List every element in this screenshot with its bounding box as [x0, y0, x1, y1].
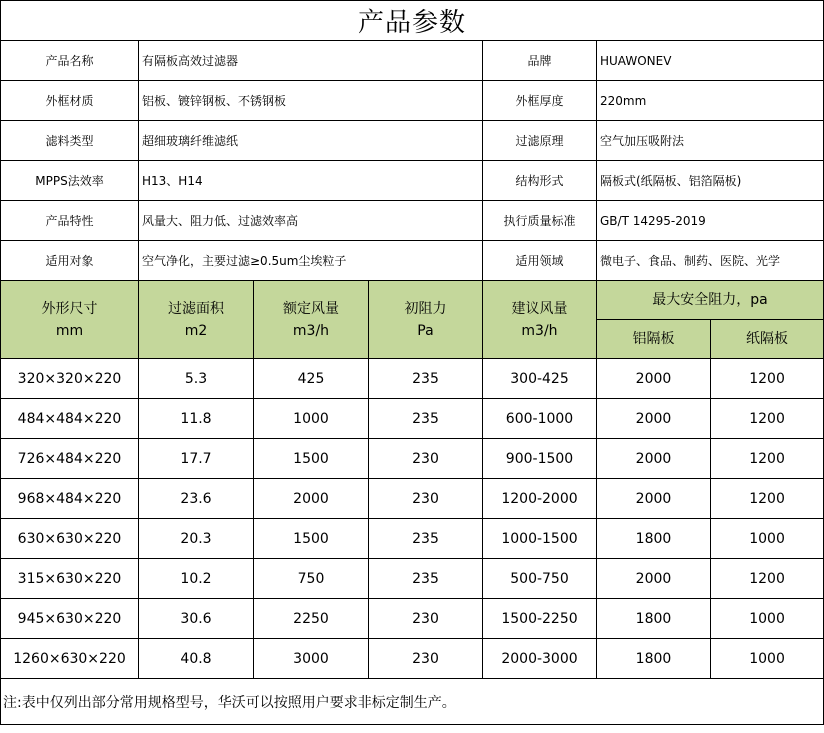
cell-aluminum-max-resistance: 2000 — [597, 439, 711, 479]
table-row — [1, 599, 824, 639]
cell-initial-resistance: 230 — [369, 479, 483, 519]
cell-initial-resistance: 230 — [369, 599, 483, 639]
info-label: 滤料类型 — [1, 121, 139, 161]
cell-aluminum-max-resistance: 1800 — [597, 519, 711, 559]
header-initial-resistance — [369, 281, 483, 359]
spec-header — [1, 281, 824, 359]
cell-paper-max-resistance: 1200 — [711, 439, 824, 479]
cell-initial-resistance: 230 — [369, 639, 483, 679]
cell-rated-airflow: 750 — [254, 559, 369, 599]
info-label: 产品名称 — [1, 41, 139, 81]
info-value: 隔板式(纸隔板、铝箔隔板) — [597, 161, 824, 201]
cell-paper-max-resistance: 1200 — [711, 559, 824, 599]
info-row — [1, 201, 824, 241]
info-value: 空气加压吸附法 — [597, 121, 824, 161]
info-row — [1, 41, 824, 81]
header-initial-resistance-unit: Pa — [417, 322, 434, 339]
info-section — [1, 41, 824, 281]
cell-filter-area: 5.3 — [139, 359, 254, 399]
cell-size: 315×630×220 — [1, 559, 139, 599]
header-area — [139, 281, 254, 359]
cell-filter-area: 30.6 — [139, 599, 254, 639]
header-rated-airflow-unit: m3/h — [292, 322, 330, 339]
cell-filter-area: 11.8 — [139, 399, 254, 439]
cell-aluminum-max-resistance: 2000 — [597, 479, 711, 519]
info-label: 产品特性 — [1, 201, 139, 241]
cell-size: 484×484×220 — [1, 399, 139, 439]
info-row — [1, 241, 824, 281]
cell-recommended-airflow: 500-750 — [483, 559, 597, 599]
cell-size: 968×484×220 — [1, 479, 139, 519]
info-label: 执行质量标准 — [483, 201, 597, 241]
cell-recommended-airflow: 900-1500 — [483, 439, 597, 479]
info-label: 适用领域 — [483, 241, 597, 281]
table-row — [1, 559, 824, 599]
footnote: 注:表中仅列出部分常用规格型号，华沃可以按照用户要求非标定制生产。 — [1, 679, 824, 725]
info-value: GB/T 14295-2019 — [597, 201, 824, 241]
info-value: 微电子、食品、制药、医院、光学 — [597, 241, 824, 281]
header-max-safe-resistance: 最大安全阻力，pa — [597, 281, 824, 320]
header-paper-separator: 纸隔板 — [711, 320, 824, 359]
cell-initial-resistance: 235 — [369, 559, 483, 599]
info-label: 外框厚度 — [483, 81, 597, 121]
cell-paper-max-resistance: 1000 — [711, 519, 824, 559]
header-size — [1, 281, 139, 359]
cell-filter-area: 20.3 — [139, 519, 254, 559]
cell-rated-airflow: 3000 — [254, 639, 369, 679]
info-label: 过滤原理 — [483, 121, 597, 161]
info-label: 外框材质 — [1, 81, 139, 121]
header-area-unit: m2 — [184, 322, 208, 339]
info-value: 有隔板高效过滤器 — [139, 41, 483, 81]
header-area-label: 过滤面积 — [168, 300, 224, 317]
cell-recommended-airflow: 1500-2250 — [483, 599, 597, 639]
table-row — [1, 639, 824, 679]
spec-rows — [1, 359, 824, 679]
cell-aluminum-max-resistance: 2000 — [597, 399, 711, 439]
cell-paper-max-resistance: 1200 — [711, 479, 824, 519]
cell-rated-airflow: 1500 — [254, 519, 369, 559]
header-recommended-airflow-label: 建议风量 — [511, 300, 568, 317]
cell-rated-airflow: 1000 — [254, 399, 369, 439]
info-value: H13、H14 — [139, 161, 483, 201]
cell-initial-resistance: 230 — [369, 439, 483, 479]
table-row — [1, 399, 824, 439]
header-aluminum-separator: 铝隔板 — [597, 320, 711, 359]
title-row — [1, 1, 824, 41]
header-row-top — [1, 281, 824, 320]
cell-recommended-airflow: 600-1000 — [483, 399, 597, 439]
cell-aluminum-max-resistance: 2000 — [597, 559, 711, 599]
cell-aluminum-max-resistance: 1800 — [597, 599, 711, 639]
cell-aluminum-max-resistance: 1800 — [597, 639, 711, 679]
cell-recommended-airflow: 2000-3000 — [483, 639, 597, 679]
cell-paper-max-resistance: 1200 — [711, 359, 824, 399]
cell-rated-airflow: 2250 — [254, 599, 369, 639]
cell-size: 1260×630×220 — [1, 639, 139, 679]
header-size-label: 外形尺寸 — [41, 300, 98, 317]
cell-filter-area: 40.8 — [139, 639, 254, 679]
header-size-unit: mm — [55, 322, 84, 339]
info-value: 铝板、镀锌钢板、不锈钢板 — [139, 81, 483, 121]
table-row — [1, 519, 824, 559]
cell-size: 945×630×220 — [1, 599, 139, 639]
cell-paper-max-resistance: 1200 — [711, 399, 824, 439]
cell-rated-airflow: 425 — [254, 359, 369, 399]
table-row — [1, 439, 824, 479]
table-row — [1, 479, 824, 519]
cell-size: 726×484×220 — [1, 439, 139, 479]
header-recommended-airflow-unit: m3/h — [521, 322, 558, 339]
cell-filter-area: 10.2 — [139, 559, 254, 599]
info-label: 结构形式 — [483, 161, 597, 201]
info-row — [1, 161, 824, 201]
cell-rated-airflow: 2000 — [254, 479, 369, 519]
cell-recommended-airflow: 1200-2000 — [483, 479, 597, 519]
cell-initial-resistance: 235 — [369, 519, 483, 559]
info-value: 超细玻璃纤维滤纸 — [139, 121, 483, 161]
table-row — [1, 359, 824, 399]
info-label: MPPS法效率 — [1, 161, 139, 201]
header-rated-airflow — [254, 281, 369, 359]
cell-recommended-airflow: 1000-1500 — [483, 519, 597, 559]
header-initial-resistance-label: 初阻力 — [404, 300, 447, 317]
cell-rated-airflow: 1500 — [254, 439, 369, 479]
header-recommended-airflow — [483, 281, 597, 359]
info-value: HUAWONEV — [597, 41, 824, 81]
info-row — [1, 121, 824, 161]
cell-filter-area: 23.6 — [139, 479, 254, 519]
cell-paper-max-resistance: 1000 — [711, 599, 824, 639]
info-value: 220mm — [597, 81, 824, 121]
info-value: 空气净化，主要过滤≥0.5um尘埃粒子 — [139, 241, 483, 281]
note-row — [1, 679, 824, 725]
header-rated-airflow-label: 额定风量 — [283, 300, 339, 317]
info-label: 品牌 — [483, 41, 597, 81]
info-value: 风量大、阻力低、过滤效率高 — [139, 201, 483, 241]
cell-size: 630×630×220 — [1, 519, 139, 559]
cell-paper-max-resistance: 1000 — [711, 639, 824, 679]
info-row — [1, 81, 824, 121]
info-label: 适用对象 — [1, 241, 139, 281]
cell-filter-area: 17.7 — [139, 439, 254, 479]
cell-aluminum-max-resistance: 2000 — [597, 359, 711, 399]
cell-size: 320×320×220 — [1, 359, 139, 399]
page-title: 产品参数 — [1, 1, 824, 41]
cell-recommended-airflow: 300-425 — [483, 359, 597, 399]
cell-initial-resistance: 235 — [369, 359, 483, 399]
cell-initial-resistance: 235 — [369, 399, 483, 439]
